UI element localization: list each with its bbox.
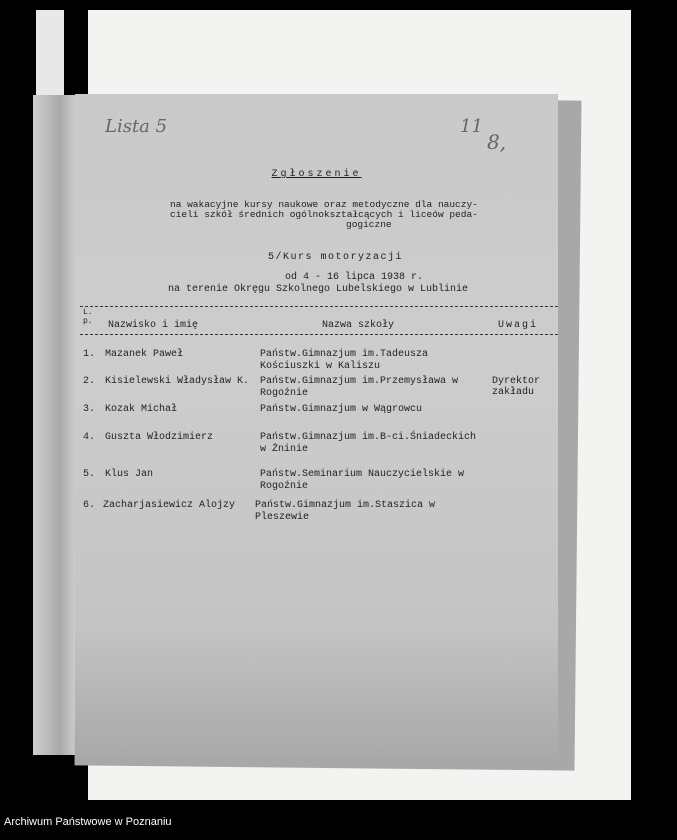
row-name: Mazanek Paweł (105, 349, 184, 360)
handwritten-folio: 8, (487, 130, 507, 154)
course-dates: od 4 - 16 lipca 1938 r. (285, 272, 424, 283)
page-edge (36, 10, 64, 95)
header-name: Nazwisko i imię (108, 320, 199, 331)
row-number: 2. (83, 376, 96, 387)
row-notes: Dyrektor zakładu (492, 376, 541, 398)
row-name: Kozak Michał (105, 404, 178, 415)
subtitle-line: na wakacyjne kursy naukowe oraz metodyczne dla nauczy- (170, 199, 478, 210)
archive-footer: Archiwum Państwowe w Poznaniu (4, 816, 172, 828)
row-school: Państw.Gimnazjum im.Przemysława w Rogoźnie (260, 376, 459, 399)
handwritten-list-note: Lista 5 (105, 116, 168, 137)
row-number: 5. (83, 469, 96, 480)
table-top-rule (80, 306, 558, 307)
document-page (75, 94, 558, 758)
row-school: Państw.Gimnazjum im.Staszica w Pleszewie (255, 500, 436, 523)
subtitle-line: gogiczne (346, 219, 392, 230)
header-notes: Uwagi (498, 320, 539, 331)
handwritten-number: 11 (460, 116, 483, 137)
row-school: Państw.Gimnazjum im.B-ci.Śniadeckich w Żninie (260, 432, 477, 455)
table-row (75, 404, 558, 432)
doc-subtitle (170, 200, 478, 230)
header-lp: L. p. (83, 308, 93, 326)
row-name: Kisielewski Władysław K. (105, 376, 250, 387)
doc-title: Zgłoszenie (271, 169, 362, 180)
row-name: Guszta Włodzimierz (105, 432, 214, 443)
table-row (75, 349, 558, 377)
row-name: Zacharjasiewicz Alojzy (103, 500, 236, 511)
row-number: 1. (83, 349, 96, 360)
course-name: 5/Kurs motoryzacji (268, 252, 404, 263)
binding-strip (33, 95, 77, 755)
row-name: Klus Jan (105, 469, 154, 480)
header-school: Nazwa szkoły (322, 320, 395, 331)
row-number: 4. (83, 432, 96, 443)
subtitle-line: cieli szkół średnich ogólnokształcących i liceów peda- (170, 209, 478, 220)
table-row (75, 469, 558, 497)
row-school: Państw.Seminarium Nauczycielskie w Rogoźnie (260, 469, 465, 492)
row-number: 3. (83, 404, 96, 415)
row-school: Państw.Gimnazjum im.Tadeusza Kościuszki w Kaliszu (260, 349, 429, 372)
row-school: Państw.Gimnazjum w Wągrowcu (260, 404, 423, 415)
course-location: na terenie Okręgu Szkolnego Lubelskiego w Lublinie (168, 284, 469, 295)
table-header-rule (80, 334, 558, 335)
table-row (75, 376, 558, 404)
table-row (75, 500, 558, 528)
table-row (75, 432, 558, 460)
row-number: 6. (83, 500, 96, 511)
